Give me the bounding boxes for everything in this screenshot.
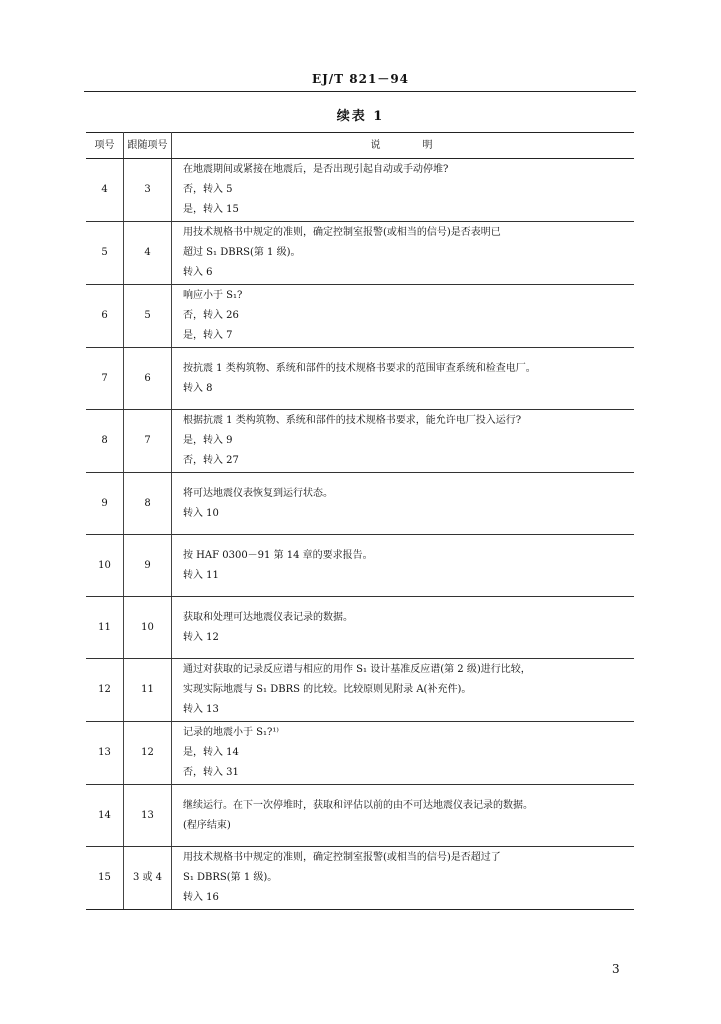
description-cell: [172, 597, 635, 659]
description-line: 记录的地震小于 S₁?¹⁾: [183, 727, 279, 738]
description-line: S₁ DBRS(第 1 级)。: [183, 872, 278, 883]
item-number: 13: [86, 722, 124, 785]
table-row: [86, 473, 634, 535]
table-row: [86, 722, 634, 785]
table-caption: 续表 1: [336, 109, 385, 124]
follow-number: 10: [124, 597, 172, 659]
description-line: 超过 S₁ DBRS(第 1 级)。: [183, 247, 301, 258]
table-row: [86, 535, 634, 597]
table-row: [86, 222, 634, 285]
description-line: 否，转入 27: [183, 455, 239, 466]
description-cell: [172, 410, 635, 473]
item-number: 4: [86, 159, 124, 222]
description-cell: [172, 535, 635, 597]
description-line: 通过对获取的记录反应谱与相应的用作 S₁ 设计基准反应谱(第 2 级)进行比较，: [183, 664, 531, 675]
follow-number: 13: [124, 785, 172, 847]
description-line: 响应小于 S₁?: [183, 290, 243, 301]
page-number: 3: [612, 962, 620, 976]
follow-number: 3: [124, 159, 172, 222]
description-cell: [172, 473, 635, 535]
description-cell: [172, 659, 635, 722]
description-line: 转入 13: [183, 704, 219, 715]
description-cell: [172, 348, 635, 410]
description-line: 继续运行。在下一次停堆时，获取和评估以前的由不可达地震仪表记录的数据。: [183, 799, 533, 811]
description-line: 是，转入 14: [183, 747, 239, 758]
description-line: 是，转入 15: [183, 204, 239, 215]
follow-number: 5: [124, 285, 172, 348]
follow-number: 7: [124, 410, 172, 473]
item-number: 9: [86, 473, 124, 535]
description-line: 根据抗震 1 类构筑物、系统和部件的技术规格书要求，能允许电厂投入运行?: [183, 415, 522, 426]
header-description: 说 明: [172, 133, 635, 159]
description-line: 是，转入 9: [183, 435, 233, 446]
description-line: 否，转入 31: [183, 767, 239, 778]
description-line: 获取和处理可达地震仪表记录的数据。: [183, 611, 353, 623]
item-number: 12: [86, 659, 124, 722]
item-number: 15: [86, 847, 124, 910]
description-line: 否，转入 26: [183, 310, 239, 321]
header-follow: 跟随项号: [124, 133, 172, 159]
description-line: 将可达地震仪表恢复到运行状态。: [183, 487, 333, 499]
description-cell: [172, 285, 635, 348]
description-line: 是，转入 7: [183, 330, 233, 341]
procedure-table: [86, 132, 634, 910]
follow-number: 9: [124, 535, 172, 597]
description-line: 转入 16: [183, 892, 219, 903]
description-line: 用技术规格书中规定的准则，确定控制室报警(或相当的信号)是否表明已: [183, 227, 501, 238]
header-item: 项号: [86, 133, 124, 159]
item-number: 6: [86, 285, 124, 348]
header-rule: [84, 91, 636, 92]
description-cell: [172, 722, 635, 785]
description-line: 转入 12: [183, 631, 219, 643]
table-header-row: [86, 133, 634, 159]
item-number: 10: [86, 535, 124, 597]
item-number: 8: [86, 410, 124, 473]
item-number: 14: [86, 785, 124, 847]
description-cell: [172, 785, 635, 847]
description-line: 在地震期间或紧接在地震后，是否出现引起自动或手动停堆?: [183, 164, 449, 175]
item-number: 5: [86, 222, 124, 285]
description-line: 用技术规格书中规定的准则，确定控制室报警(或相当的信号)是否超过了: [183, 852, 501, 863]
description-line: 转入 11: [183, 569, 219, 581]
table-row: [86, 410, 634, 473]
table-row: [86, 285, 634, 348]
table-row: [86, 785, 634, 847]
follow-number: 12: [124, 722, 172, 785]
table-row: [86, 847, 634, 910]
table-row: [86, 597, 634, 659]
table-row: [86, 659, 634, 722]
follow-number: 4: [124, 222, 172, 285]
description-line: 转入 8: [183, 382, 213, 394]
description-line: (程序结束): [183, 819, 231, 831]
description-cell: [172, 159, 635, 222]
item-number: 11: [86, 597, 124, 659]
table-body: [86, 159, 634, 910]
follow-number: 3 或 4: [124, 847, 172, 910]
description-line: 转入 6: [183, 267, 213, 278]
description-line: 实现实际地震与 S₁ DBRS 的比较。比较原则见附录 A(补充件)。: [183, 684, 472, 695]
description-cell: [172, 847, 635, 910]
follow-number: 8: [124, 473, 172, 535]
table-row: [86, 159, 634, 222]
description-line: 按 HAF 0300－91 第 14 章的要求报告。: [183, 549, 373, 561]
description-cell: [172, 222, 635, 285]
document-code: EJ/T 821－94: [311, 72, 410, 86]
table-row: [86, 348, 634, 410]
item-number: 7: [86, 348, 124, 410]
description-line: 转入 10: [183, 507, 219, 519]
follow-number: 11: [124, 659, 172, 722]
follow-number: 6: [124, 348, 172, 410]
description-line: 否，转入 5: [183, 184, 233, 195]
description-line: 按抗震 1 类构筑物、系统和部件的技术规格书要求的范围审查系统和检查电厂。: [183, 362, 536, 374]
